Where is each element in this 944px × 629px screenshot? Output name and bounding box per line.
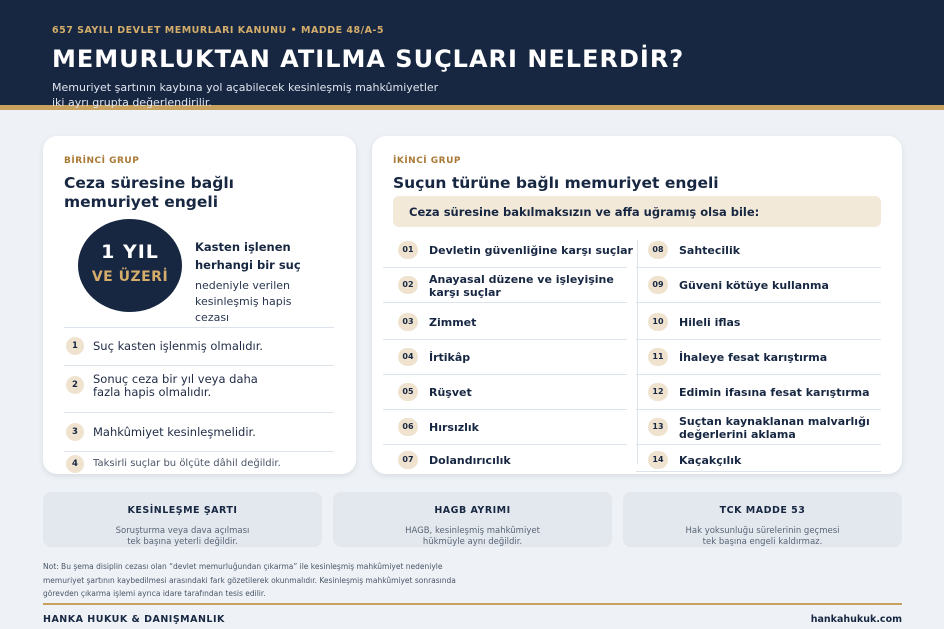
crime-item: Güveni kötüye kullanma bbox=[679, 279, 829, 292]
divider bbox=[383, 374, 627, 375]
law-reference: 657 SAYILI DEVLET MEMURLARI KANUNU • MADDE 48/A-5 bbox=[52, 25, 384, 36]
group1-title bbox=[64, 174, 234, 212]
condition-text: Suç kasten işlenmiş olmalıdır. bbox=[93, 339, 264, 353]
group1-desc-bold: herhangi bir suç bbox=[195, 258, 301, 272]
info-box-hagb bbox=[333, 492, 612, 547]
crime-item: Devletin güvenliğine karşı suçlar bbox=[429, 244, 633, 257]
crime-number: 11 bbox=[648, 348, 668, 366]
condition-number: 1 bbox=[66, 337, 84, 355]
header-banner bbox=[0, 0, 944, 110]
info-box-line: tek başına engeli kaldırmaz. bbox=[702, 537, 823, 547]
page-subtitle bbox=[52, 80, 492, 110]
footnote-line: Not: Bu şema disiplin cezası olan “devlet memurluğundan çıkarma” ile kesinleşmiş mahkûmiyet nedeniyle bbox=[43, 562, 443, 571]
threshold-circle bbox=[78, 219, 182, 312]
condition-banner bbox=[393, 196, 881, 227]
group1-title-line: Ceza süresine bağlı bbox=[64, 174, 234, 192]
divider bbox=[64, 451, 334, 452]
divider bbox=[636, 267, 881, 268]
divider bbox=[64, 412, 334, 413]
crime-number: 09 bbox=[648, 276, 668, 294]
subtitle-line: iki ayrı grupta değerlendirilir. bbox=[52, 96, 212, 109]
crime-item: Edimin ifasına fesat karıştırma bbox=[679, 386, 870, 399]
footnote-line: memuriyet şartının kaybedilmesi arasındaki fark gözetilerek okunmalıdır. Kesinleşmiş mahkûmiyet sonrasında bbox=[43, 575, 456, 585]
crime-number: 05 bbox=[398, 383, 418, 401]
footnote-line: görevden çıkarma işlemi ayrıca idare tarafından tesis edilir. bbox=[43, 589, 266, 598]
divider bbox=[636, 302, 881, 303]
subtitle-line: Memuriyet şartının kaybına yol açabilecek kesinleşmiş mahkûmiyetler bbox=[52, 81, 439, 94]
crime-number: 08 bbox=[648, 241, 668, 259]
condition-text: Mahkûmiyet kesinleşmelidir. bbox=[93, 425, 256, 439]
crime-item: Hileli iflas bbox=[679, 316, 741, 329]
crime-number: 12 bbox=[648, 383, 668, 401]
info-box-text bbox=[623, 526, 902, 548]
crime-item: Sahtecilik bbox=[679, 244, 741, 257]
group1-desc-bold: Kasten işlenen bbox=[195, 240, 291, 254]
crime-item: Kaçakçılık bbox=[679, 454, 742, 467]
divider bbox=[383, 339, 627, 340]
crime-number: 01 bbox=[398, 241, 418, 259]
threshold-qualifier: VE ÜZERİ bbox=[91, 269, 169, 285]
footer-website: hankahukuk.com bbox=[810, 614, 902, 625]
crime-number: 03 bbox=[398, 313, 418, 331]
page-title: MEMURLUKTAN ATILMA SUÇLARI NELERDİR? bbox=[52, 45, 685, 73]
group1-label: BİRİNCİ GRUP bbox=[64, 156, 140, 166]
footer-brand: HANKA HUKUK & DANIŞMANLIK bbox=[43, 614, 225, 625]
footnote bbox=[43, 560, 523, 601]
condition-text: fazla hapis olmalıdır. bbox=[93, 385, 212, 399]
divider bbox=[383, 409, 627, 410]
condition-number: 2 bbox=[66, 376, 84, 394]
info-box-text bbox=[333, 526, 612, 548]
crime-item: İhaleye fesat karıştırma bbox=[679, 351, 828, 364]
group2-label: İKİNCİ GRUP bbox=[393, 156, 462, 166]
banner-text: Ceza süresine bakılmaksızın ve affa uğramış olsa bile: bbox=[409, 205, 760, 219]
group2-title: Suçun türüne bağlı memuriyet engeli bbox=[393, 174, 719, 192]
group1-desc: kesinleşmiş hapis bbox=[195, 295, 292, 308]
group1-title-line: memuriyet engeli bbox=[64, 193, 219, 211]
info-box-title: TCK MADDE 53 bbox=[719, 505, 806, 516]
divider bbox=[383, 444, 627, 445]
info-box-line: hükmüyle aynı değildir. bbox=[422, 537, 523, 547]
divider bbox=[383, 267, 627, 268]
condition-number: 3 bbox=[66, 423, 84, 441]
info-box-line: Hak yoksunluğu sürelerinin geçmesi bbox=[685, 526, 840, 536]
crime-number: 14 bbox=[648, 451, 668, 469]
group1-desc: cezası bbox=[195, 311, 230, 324]
condition-number: 4 bbox=[66, 455, 84, 473]
threshold-value: 1 YIL bbox=[101, 241, 159, 263]
crime-item: İrtikâp bbox=[429, 351, 471, 364]
divider bbox=[64, 327, 334, 328]
crime-item: karşı suçlar bbox=[429, 286, 501, 299]
crime-number: 13 bbox=[648, 418, 668, 436]
crime-item: Suçtan kaynaklanan malvarlığı bbox=[679, 415, 870, 428]
crime-item: Anayasal düzene ve işleyişine bbox=[429, 273, 614, 286]
crime-number: 04 bbox=[398, 348, 418, 366]
info-box-line: Soruşturma veya dava açılması bbox=[115, 526, 250, 536]
crime-number: 07 bbox=[398, 451, 418, 469]
group1-desc: nedeniyle verilen bbox=[195, 279, 290, 292]
crime-item: Zimmet bbox=[429, 316, 477, 329]
crime-item: değerlerini aklama bbox=[679, 428, 796, 441]
divider bbox=[636, 374, 881, 375]
crime-item: Rüşvet bbox=[429, 386, 472, 399]
info-box-text bbox=[43, 526, 322, 548]
info-box-line: HAGB, kesinleşmiş mahkûmiyet bbox=[405, 526, 540, 536]
divider bbox=[383, 302, 627, 303]
info-box-title: KESİNLEŞME ŞARTI bbox=[127, 505, 238, 516]
footer-divider bbox=[43, 603, 902, 605]
crime-number: 06 bbox=[398, 418, 418, 436]
info-box-title: HAGB AYRIMI bbox=[434, 505, 511, 516]
group1-card bbox=[43, 136, 356, 474]
crime-number: 10 bbox=[648, 313, 668, 331]
group2-card bbox=[372, 136, 902, 474]
condition-text: Sonuç ceza bir yıl veya daha bbox=[93, 372, 258, 386]
divider bbox=[636, 471, 881, 472]
crime-item: Dolandırıcılık bbox=[429, 454, 511, 467]
divider bbox=[636, 339, 881, 340]
crime-item: Hırsızlık bbox=[429, 421, 479, 434]
column-divider bbox=[637, 240, 638, 464]
divider bbox=[636, 409, 881, 410]
divider bbox=[636, 444, 881, 445]
crime-number: 02 bbox=[398, 276, 418, 294]
condition-text: Taksirli suçlar bu ölçüte dâhil değildir. bbox=[93, 458, 281, 469]
info-box-finality bbox=[43, 492, 322, 547]
info-box-tck53 bbox=[623, 492, 902, 547]
divider bbox=[64, 365, 334, 366]
info-box-line: tek başına yeterli değildir. bbox=[127, 537, 238, 547]
